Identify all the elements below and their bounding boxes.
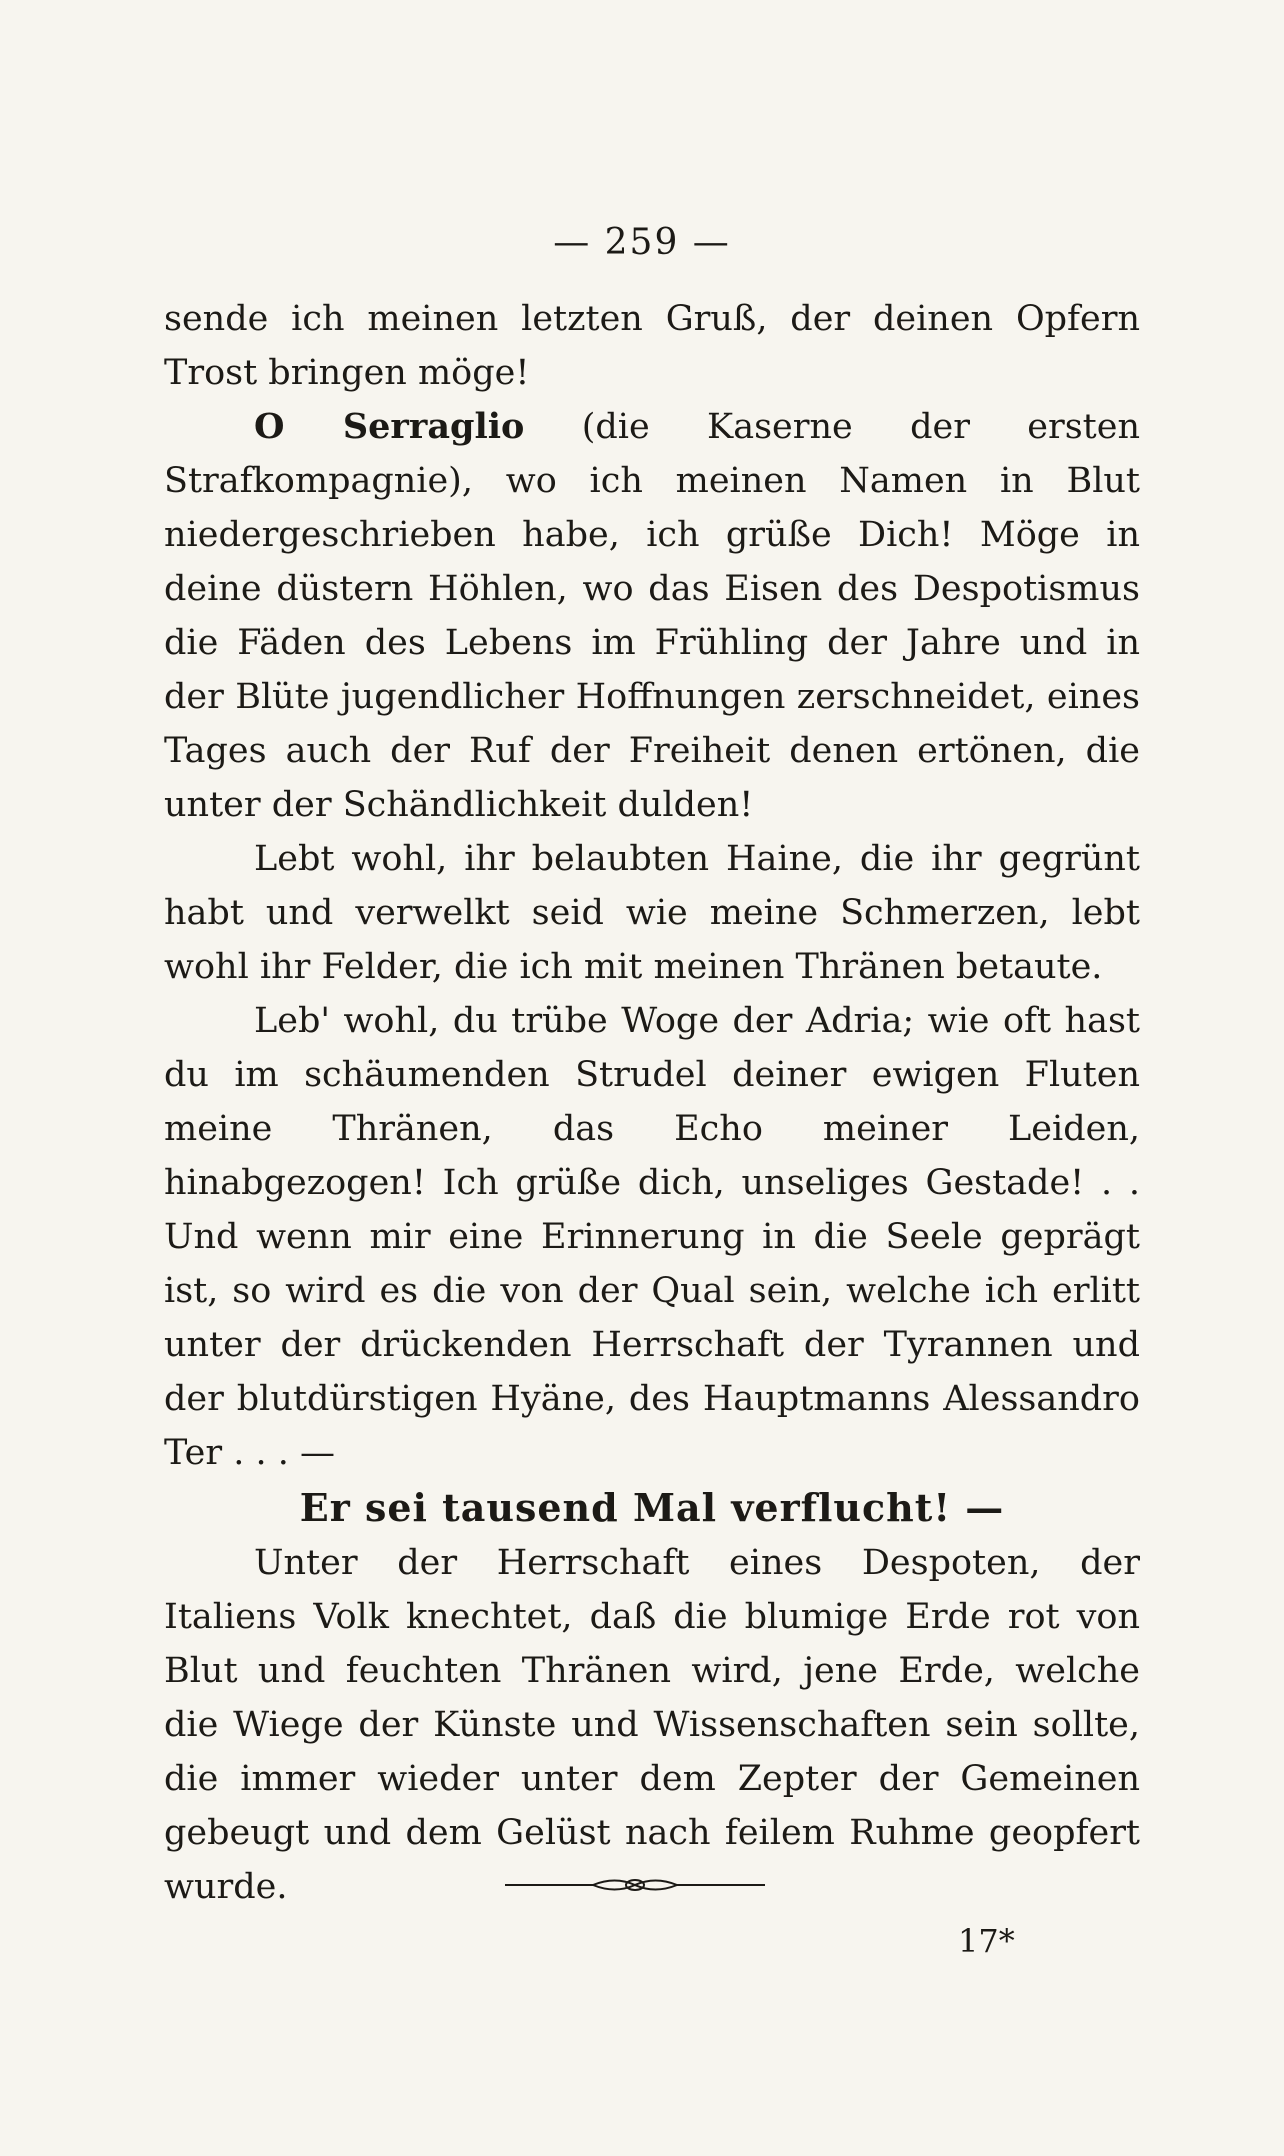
paragraph-3: Lebt wohl, ihr belaubten Haine, die ihr gegrünt habt und verwelkt seid wie meine Schmerzen, lebt wohl ihr Felder, die ich mit meinen Thränen betaute.	[164, 839, 1140, 987]
ornament-divider	[505, 1870, 765, 1900]
curse-heading: Er sei tausend Mal verflucht! —	[299, 1485, 1005, 1530]
signature-mark: 17*	[958, 1922, 1015, 1960]
text-body	[164, 292, 1140, 1914]
paragraph-1: sende ich meinen letzten Gruß, der deinen Opfern Trost bringen möge!	[164, 299, 1140, 393]
emphasized-place-name: O Serraglio	[254, 406, 525, 447]
paragraph-4: Leb' wohl, du trübe Woge der Adria; wie oft hast du im schäumenden Strudel deiner ewigen Fluten meine Thränen, das Echo meiner Leiden, hinabgezogen! Ich grüße dich, unseliges Gestade! . . Und wenn mir eine Erinnerung in die Seele geprägt ist, so wird es die von der Qual sein, welche ich erlitt unter der drückenden Herrschaft der Tyrannen und der blutdürstigen Hyäne, des Hauptmanns Alessandro Ter . . . —	[164, 1001, 1140, 1473]
paragraph-2-text: (die Kaserne der ersten Strafkompagnie), wo ich meinen Namen in Blut niedergeschrieben habe, ich grüße Dich! Möge in deine düstern Höhlen, wo das Eisen des Despotismus die Fäden des Lebens im Frühling der Jahre und in der Blüte jugendlicher Hoffnungen zerschneidet, eines Tages auch der Ruf der Freiheit denen ertönen, die unter der Schändlichkeit dulden!	[164, 407, 1140, 825]
page-number: — 259 —	[553, 222, 731, 263]
paragraph-2	[164, 400, 1140, 832]
closing-paragraph: Unter der Herrschaft eines Despoten, der Italiens Volk knechtet, daß die blumige Erde rot von Blut und feuchten Thränen wird, jene Erde, welche die Wiege der Künste und Wissenschaften sein sollte, die immer wieder unter dem Zepter der Gemeinen gebeugt und dem Gelüst nach feilem Ruhme geopfert wurde.	[164, 1543, 1140, 1907]
